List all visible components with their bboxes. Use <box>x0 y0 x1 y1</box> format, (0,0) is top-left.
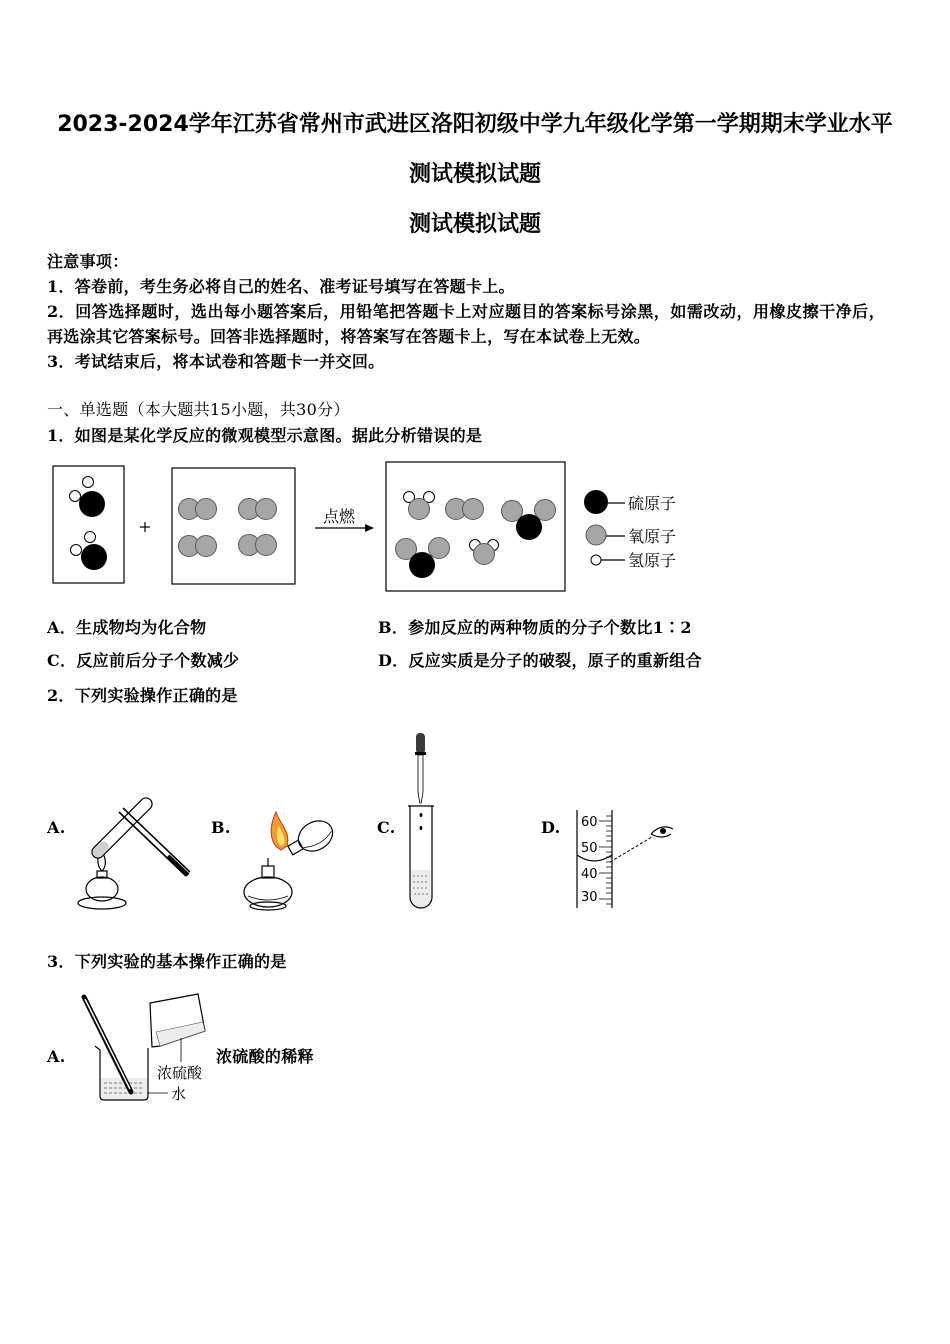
tilted-lamp-neck <box>288 840 303 855</box>
section-heading: 一、单选题（本大题共15小题，共30分） <box>47 400 350 419</box>
tilted-lamp-liquid <box>304 831 334 850</box>
notice-item-1: 1．答卷前，考生务必将自己的姓名、准考证号填写在答题卡上。 <box>47 277 515 296</box>
oxygen-atom <box>256 499 277 520</box>
q2-option-c-label: C. <box>377 818 396 837</box>
option-text: 参加反应的两种物质的分子个数比1∶2 <box>408 618 692 637</box>
dropper-collar <box>415 752 426 755</box>
title-line-1: 2023-2024学年江苏省常州市武进区洛阳初级中学九年级化学第一学期期末学业水平 <box>57 112 893 137</box>
option-text: 反应实质是分子的破裂，原子的重新组合 <box>408 651 702 670</box>
option-label: C． <box>47 651 77 670</box>
oxygen-molecule <box>446 499 484 520</box>
q2-option-d-label: D. <box>541 818 561 837</box>
q2-figure-b-lighting-lamp <box>235 800 345 915</box>
arrow-head <box>365 524 374 532</box>
legend-hydrogen-label: 氢原子 <box>628 551 677 570</box>
legend-oxygen-swatch <box>586 525 606 545</box>
q2-option-a-label: A. <box>47 818 66 837</box>
oxygen-atom <box>409 499 430 520</box>
q1-option-d <box>378 648 702 673</box>
oxygen-molecule <box>179 499 217 520</box>
liquid-drop <box>420 826 423 830</box>
eye-icon <box>651 827 673 837</box>
title-line-3: 测试模拟试题 <box>408 212 541 237</box>
test-tube-liquid <box>411 870 431 907</box>
q1-stem: 1．如图是某化学反应的微观模型示意图。据此分析错误的是 <box>47 426 483 445</box>
option-text: 反应前后分子个数减少 <box>76 651 240 670</box>
q3-stem: 3．下列实验的基本操作正确的是 <box>47 952 287 971</box>
legend-sulfur-label: 硫原子 <box>628 494 677 513</box>
hydrogen-atom <box>70 491 81 502</box>
lamp-base <box>78 897 126 909</box>
sulfur-dioxide-molecule <box>502 500 556 541</box>
eye-lower-lid <box>651 834 671 837</box>
liquid-drop <box>420 813 423 817</box>
lamp-liquid-level <box>248 896 288 900</box>
q3-option-a-text: 浓硫酸的稀释 <box>216 1047 314 1066</box>
option-label: B． <box>378 618 409 637</box>
oxygen-molecule <box>239 535 277 556</box>
reaction-condition: 点燃 <box>322 507 356 526</box>
hydrogen-sulfide-molecule <box>70 477 106 518</box>
oxygen-atom <box>429 538 450 559</box>
legend-hydrogen-swatch <box>591 555 601 565</box>
option-text: 生成物均为化合物 <box>76 618 207 637</box>
scale-label-40: 40 <box>581 867 598 882</box>
scale-label-50: 50 <box>581 841 598 856</box>
scale-label-60: 60 <box>581 815 598 830</box>
oxygen-atom <box>463 499 484 520</box>
holder-arm <box>123 808 190 872</box>
hydrogen-sulfide-molecule <box>71 532 108 571</box>
q1-option-b <box>378 615 692 640</box>
glass-rod-highlight <box>85 999 130 1089</box>
reactant-box-oxygen <box>172 468 295 584</box>
holder-arm <box>119 812 186 876</box>
sulfur-atom <box>409 552 435 578</box>
eye-pupil <box>660 828 666 834</box>
oxygen-atom <box>256 535 277 556</box>
oxygen-molecule <box>239 499 277 520</box>
sulfur-dioxide-molecule <box>396 538 450 579</box>
legend-oxygen-label: 氧原子 <box>628 527 677 546</box>
q1-option-c <box>47 648 239 673</box>
scale-label-30: 30 <box>581 890 598 905</box>
oxygen-molecule <box>179 536 217 557</box>
sulfur-atom <box>79 491 105 517</box>
option-label: D． <box>378 651 409 670</box>
notice-section <box>47 249 885 374</box>
tilted-lamp <box>283 815 338 863</box>
notice-heading: 注意事项： <box>47 252 129 271</box>
option-label: A． <box>47 618 77 637</box>
lamp-base <box>250 902 286 910</box>
lamp-neck <box>262 866 274 878</box>
holder-handle <box>168 856 188 875</box>
water-molecule <box>404 492 435 520</box>
water-molecule <box>470 540 499 565</box>
q2-figure-d-cylinder-reading <box>570 805 680 913</box>
sight-line <box>610 837 652 862</box>
legend <box>584 490 676 570</box>
sulfur-atom <box>81 544 107 570</box>
hydrogen-atom <box>85 532 96 543</box>
q2-option-b-label: B. <box>211 818 231 837</box>
plus-sign <box>140 522 150 532</box>
q3-option-a-label: A. <box>47 1047 66 1066</box>
q1-reaction-diagram <box>40 455 700 600</box>
oxygen-atom <box>196 499 217 520</box>
acid-label: 浓硫酸 <box>157 1064 203 1082</box>
oxygen-atom <box>474 544 495 565</box>
hydrogen-atom <box>71 545 82 556</box>
q2-stem: 2．下列实验操作正确的是 <box>47 686 238 705</box>
q1-option-a <box>47 615 206 640</box>
dropper-tube <box>418 755 423 803</box>
dropper-bulb <box>416 733 425 754</box>
hydrogen-atom <box>83 477 94 488</box>
legend-sulfur-swatch <box>584 490 608 514</box>
notice-item-2: 2．回答选择题时，选出每小题答案后，用铅笔把答题卡上对应题目的答案标号涂黑，如需改动，用橡皮擦干净后，再选涂其它答案标号。回答非选择题时，将答案写在答题卡上，写在本试卷上无效。 <box>47 302 885 346</box>
q3-figure-a-acid-dilution <box>78 990 214 1105</box>
notice-item-3: 3．考试结束后，将本试卷和答题卡一并交回。 <box>47 352 385 371</box>
q2-figure-c-dropper <box>400 728 445 913</box>
exam-title <box>0 100 950 250</box>
water-label: 水 <box>171 1085 187 1103</box>
sulfur-atom <box>516 514 542 540</box>
oxygen-atom <box>196 536 217 557</box>
title-line-2: 测试模拟试题 <box>408 162 541 187</box>
q2-figure-a-heating-test-tube <box>70 790 200 915</box>
